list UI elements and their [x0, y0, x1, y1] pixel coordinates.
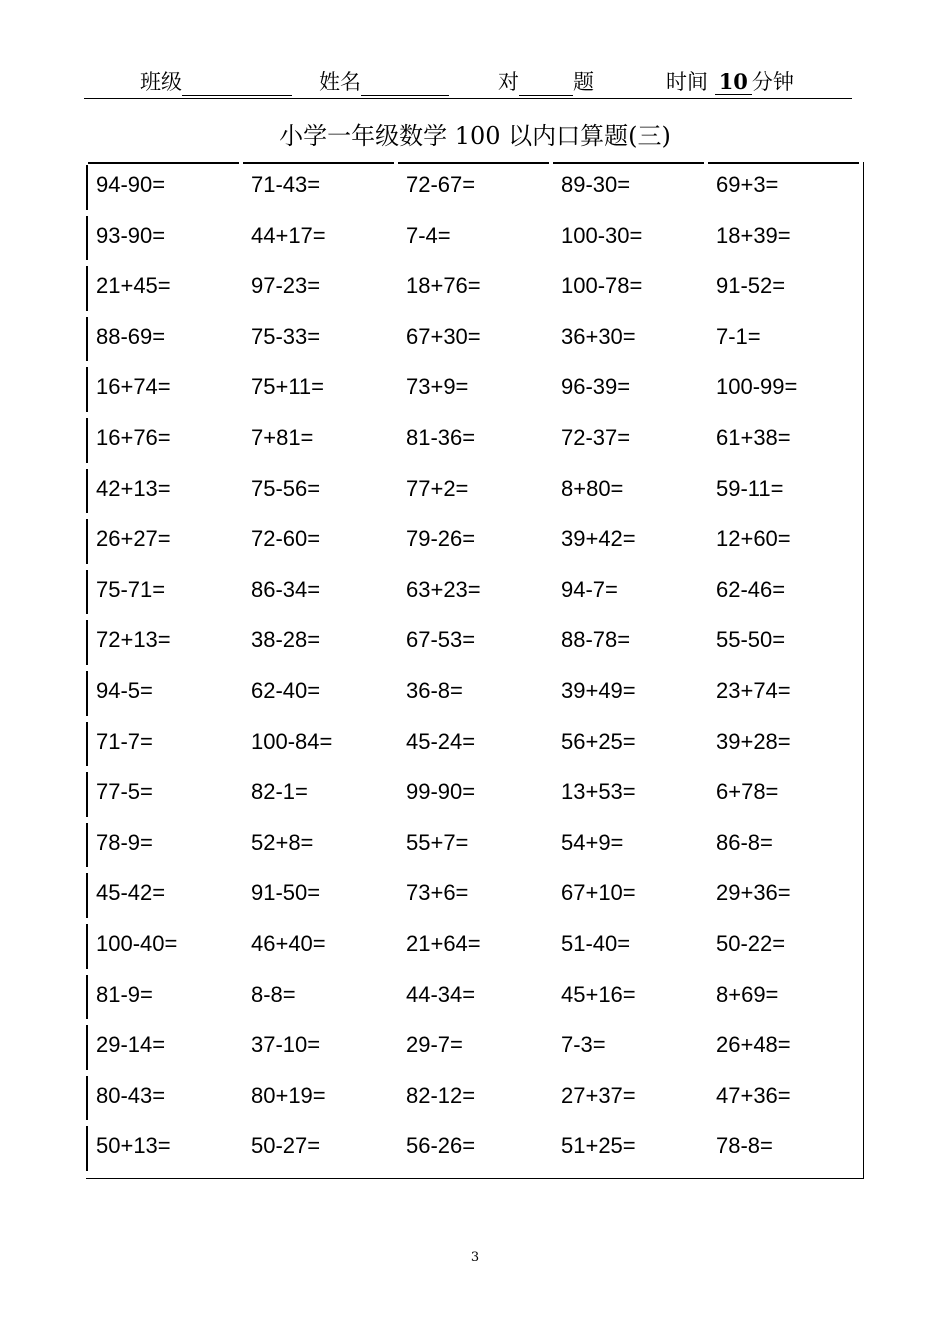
problem-cell: 42+13=: [96, 475, 171, 501]
problem-cell: 63+23=: [406, 576, 481, 602]
problem-cell: 91-52=: [716, 273, 786, 299]
problem-cell: 44+17=: [251, 222, 326, 248]
problem-cell: 100-30=: [561, 222, 643, 248]
grid-left-border: [86, 266, 88, 311]
problem-cell: 93-90=: [96, 222, 166, 248]
problem-cell: 39+28=: [716, 728, 791, 754]
problem-cell: 6+78=: [716, 779, 779, 805]
problem-cell: 72+13=: [96, 627, 171, 653]
problem-cell: 100-84=: [251, 728, 333, 754]
grid-left-border: [86, 722, 88, 767]
problem-cell: 91-50=: [251, 880, 321, 906]
grid-left-border: [86, 1076, 88, 1121]
class-blank[interactable]: [182, 73, 292, 96]
name-blank[interactable]: [361, 73, 449, 96]
problem-cell: 75+11=: [251, 374, 325, 400]
grid-top-border: [398, 162, 549, 164]
problem-cell: 67+30=: [406, 323, 481, 349]
problem-cell: 97-23=: [251, 273, 321, 299]
problem-cell: 8-8=: [251, 981, 296, 1007]
problem-cell: 88-69=: [96, 323, 166, 349]
problem-cell: 94-90=: [96, 172, 166, 197]
problem-cell: 13+53=: [561, 779, 636, 805]
grid-left-border: [86, 620, 88, 665]
problem-cell: 86-8=: [716, 829, 773, 855]
problem-cell: 75-71=: [96, 576, 166, 602]
time-field: [666, 66, 794, 96]
problem-cell: 71-43=: [251, 172, 321, 197]
problem-cell: 52+8=: [251, 829, 314, 855]
problem-cell: 67+10=: [561, 880, 636, 906]
worksheet-header: [84, 58, 852, 99]
problem-cell: 81-9=: [96, 981, 153, 1007]
page-number: 3: [470, 1250, 480, 1265]
problem-cell: 59-11=: [716, 475, 784, 501]
name-field[interactable]: [319, 66, 449, 96]
problem-cell: 26+27=: [96, 526, 171, 552]
problem-cell: 29-7=: [406, 1032, 463, 1058]
grid-top-border: [88, 162, 239, 164]
problem-cell: 77-5=: [96, 779, 153, 805]
problem-cell: 21+45=: [96, 273, 171, 299]
problem-cell: 96-39=: [561, 374, 631, 400]
grid-left-border: [86, 165, 88, 210]
problem-cell: 88-78=: [561, 627, 631, 653]
grid-left-border: [86, 823, 88, 868]
name-label: 姓名: [319, 70, 361, 94]
problem-cell: 50+13=: [96, 1133, 171, 1159]
problem-cell: 79-26=: [406, 526, 476, 552]
problem-cell: 7-1=: [716, 323, 761, 349]
time-value: 10: [715, 69, 752, 95]
grid-left-border: [86, 469, 88, 514]
problem-cell: 72-67=: [406, 172, 476, 197]
questions-label: 题: [573, 70, 594, 94]
problem-grid: [86, 162, 864, 1179]
grid-top-border: [708, 162, 859, 164]
grid-top-border: [553, 162, 704, 164]
problem-cell: 36+30=: [561, 323, 636, 349]
grid-top-border: [243, 162, 394, 164]
problem-cell: 56+25=: [561, 728, 636, 754]
problem-cell: 99-90=: [406, 779, 476, 805]
problem-cell: 62-40=: [251, 678, 321, 703]
correct-label: 对: [498, 70, 519, 94]
grid-left-border: [86, 924, 88, 969]
problem-cell: 78-8=: [716, 1133, 773, 1159]
problem-cell: 21+64=: [406, 931, 481, 956]
problem-cell: 89-30=: [561, 172, 631, 197]
problem-cell: 45-42=: [96, 880, 166, 906]
problem-cell: 94-5=: [96, 678, 153, 703]
class-label: 班级: [140, 70, 182, 94]
problem-cell: 39+49=: [561, 678, 636, 703]
problem-cell: 77+2=: [406, 475, 469, 501]
problem-cell: 75-33=: [251, 323, 321, 349]
problem-cell: 72-60=: [251, 526, 321, 552]
problem-cell: 100-99=: [716, 374, 798, 400]
grid-left-border: [86, 873, 88, 918]
problem-cell: 16+76=: [96, 425, 171, 450]
problem-cell: 55-50=: [716, 627, 786, 653]
problem-cell: 7-4=: [406, 222, 451, 248]
problem-cell: 50-27=: [251, 1133, 321, 1159]
grid-left-border: [86, 1126, 88, 1171]
class-field[interactable]: [140, 66, 292, 96]
problem-cell: 62-46=: [716, 576, 786, 602]
problem-cell: 51-40=: [561, 931, 631, 956]
problem-cell: 100-40=: [96, 931, 178, 956]
problem-cell: 16+74=: [96, 374, 171, 400]
time-unit: 分钟: [751, 70, 794, 94]
grid-left-border: [86, 317, 88, 362]
problem-cell: 12+60=: [716, 526, 791, 552]
worksheet-title: 小学一年级数学 100 以内口算题(三): [279, 122, 671, 150]
grid-left-border: [86, 975, 88, 1020]
problem-cell: 51+25=: [561, 1133, 636, 1159]
problem-cell: 72-37=: [561, 425, 631, 450]
time-label: 时间: [666, 70, 708, 94]
grid-left-border: [86, 1025, 88, 1070]
problem-cell: 73+6=: [406, 880, 469, 906]
problem-cell: 18+39=: [716, 222, 791, 248]
problem-cell: 86-34=: [251, 576, 321, 602]
problem-cell: 82-1=: [251, 779, 308, 805]
grid-left-border: [86, 570, 88, 615]
problem-cell: 80-43=: [96, 1082, 166, 1108]
problem-cell: 94-7=: [561, 576, 618, 602]
correct-blank[interactable]: [519, 73, 573, 96]
problem-cell: 73+9=: [406, 374, 469, 400]
grid-left-border: [86, 519, 88, 564]
problem-cell: 39+42=: [561, 526, 636, 552]
problem-cell: 44-34=: [406, 981, 476, 1007]
problem-cell: 45-24=: [406, 728, 476, 754]
problem-cell: 81-36=: [406, 425, 476, 450]
problem-cell: 23+74=: [716, 678, 791, 703]
problem-cell: 47+36=: [716, 1082, 791, 1108]
problem-cell: 56-26=: [406, 1133, 476, 1159]
problem-cell: 54+9=: [561, 829, 624, 855]
problem-cell: 29+36=: [716, 880, 791, 906]
problem-cell: 7-3=: [561, 1032, 606, 1058]
problem-cell: 78-9=: [96, 829, 153, 855]
problem-cell: 55+7=: [406, 829, 469, 855]
problem-cell: 46+40=: [251, 931, 326, 956]
problem-cell: 75-56=: [251, 475, 321, 501]
problem-cell: 67-53=: [406, 627, 476, 653]
grid-left-border: [86, 418, 88, 463]
problem-cell: 80+19=: [251, 1082, 326, 1108]
problem-cell: 82-12=: [406, 1082, 476, 1108]
problem-cell: 71-7=: [96, 728, 153, 754]
grid-left-border: [86, 216, 88, 261]
problem-cell: 100-78=: [561, 273, 643, 299]
problem-cell: 69+3=: [716, 172, 779, 197]
grid-left-border: [86, 772, 88, 817]
problem-cell: 26+48=: [716, 1032, 791, 1058]
problem-cell: 18+76=: [406, 273, 481, 299]
problem-cell: 36-8=: [406, 678, 463, 703]
problem-cell: 37-10=: [251, 1032, 321, 1058]
problem-cell: 29-14=: [96, 1032, 166, 1058]
problem-cell: 8+80=: [561, 475, 624, 501]
problem-cell: 7+81=: [251, 425, 314, 450]
problem-cell: 50-22=: [716, 931, 786, 956]
problem-cell: 61+38=: [716, 425, 791, 450]
problem-cell: 8+69=: [716, 981, 779, 1007]
problem-cell: 38-28=: [251, 627, 321, 653]
correct-field[interactable]: [498, 66, 594, 96]
problem-cell: 27+37=: [561, 1082, 636, 1108]
grid-left-border: [86, 671, 88, 716]
grid-left-border: [86, 367, 88, 412]
problem-cell: 45+16=: [561, 981, 636, 1007]
